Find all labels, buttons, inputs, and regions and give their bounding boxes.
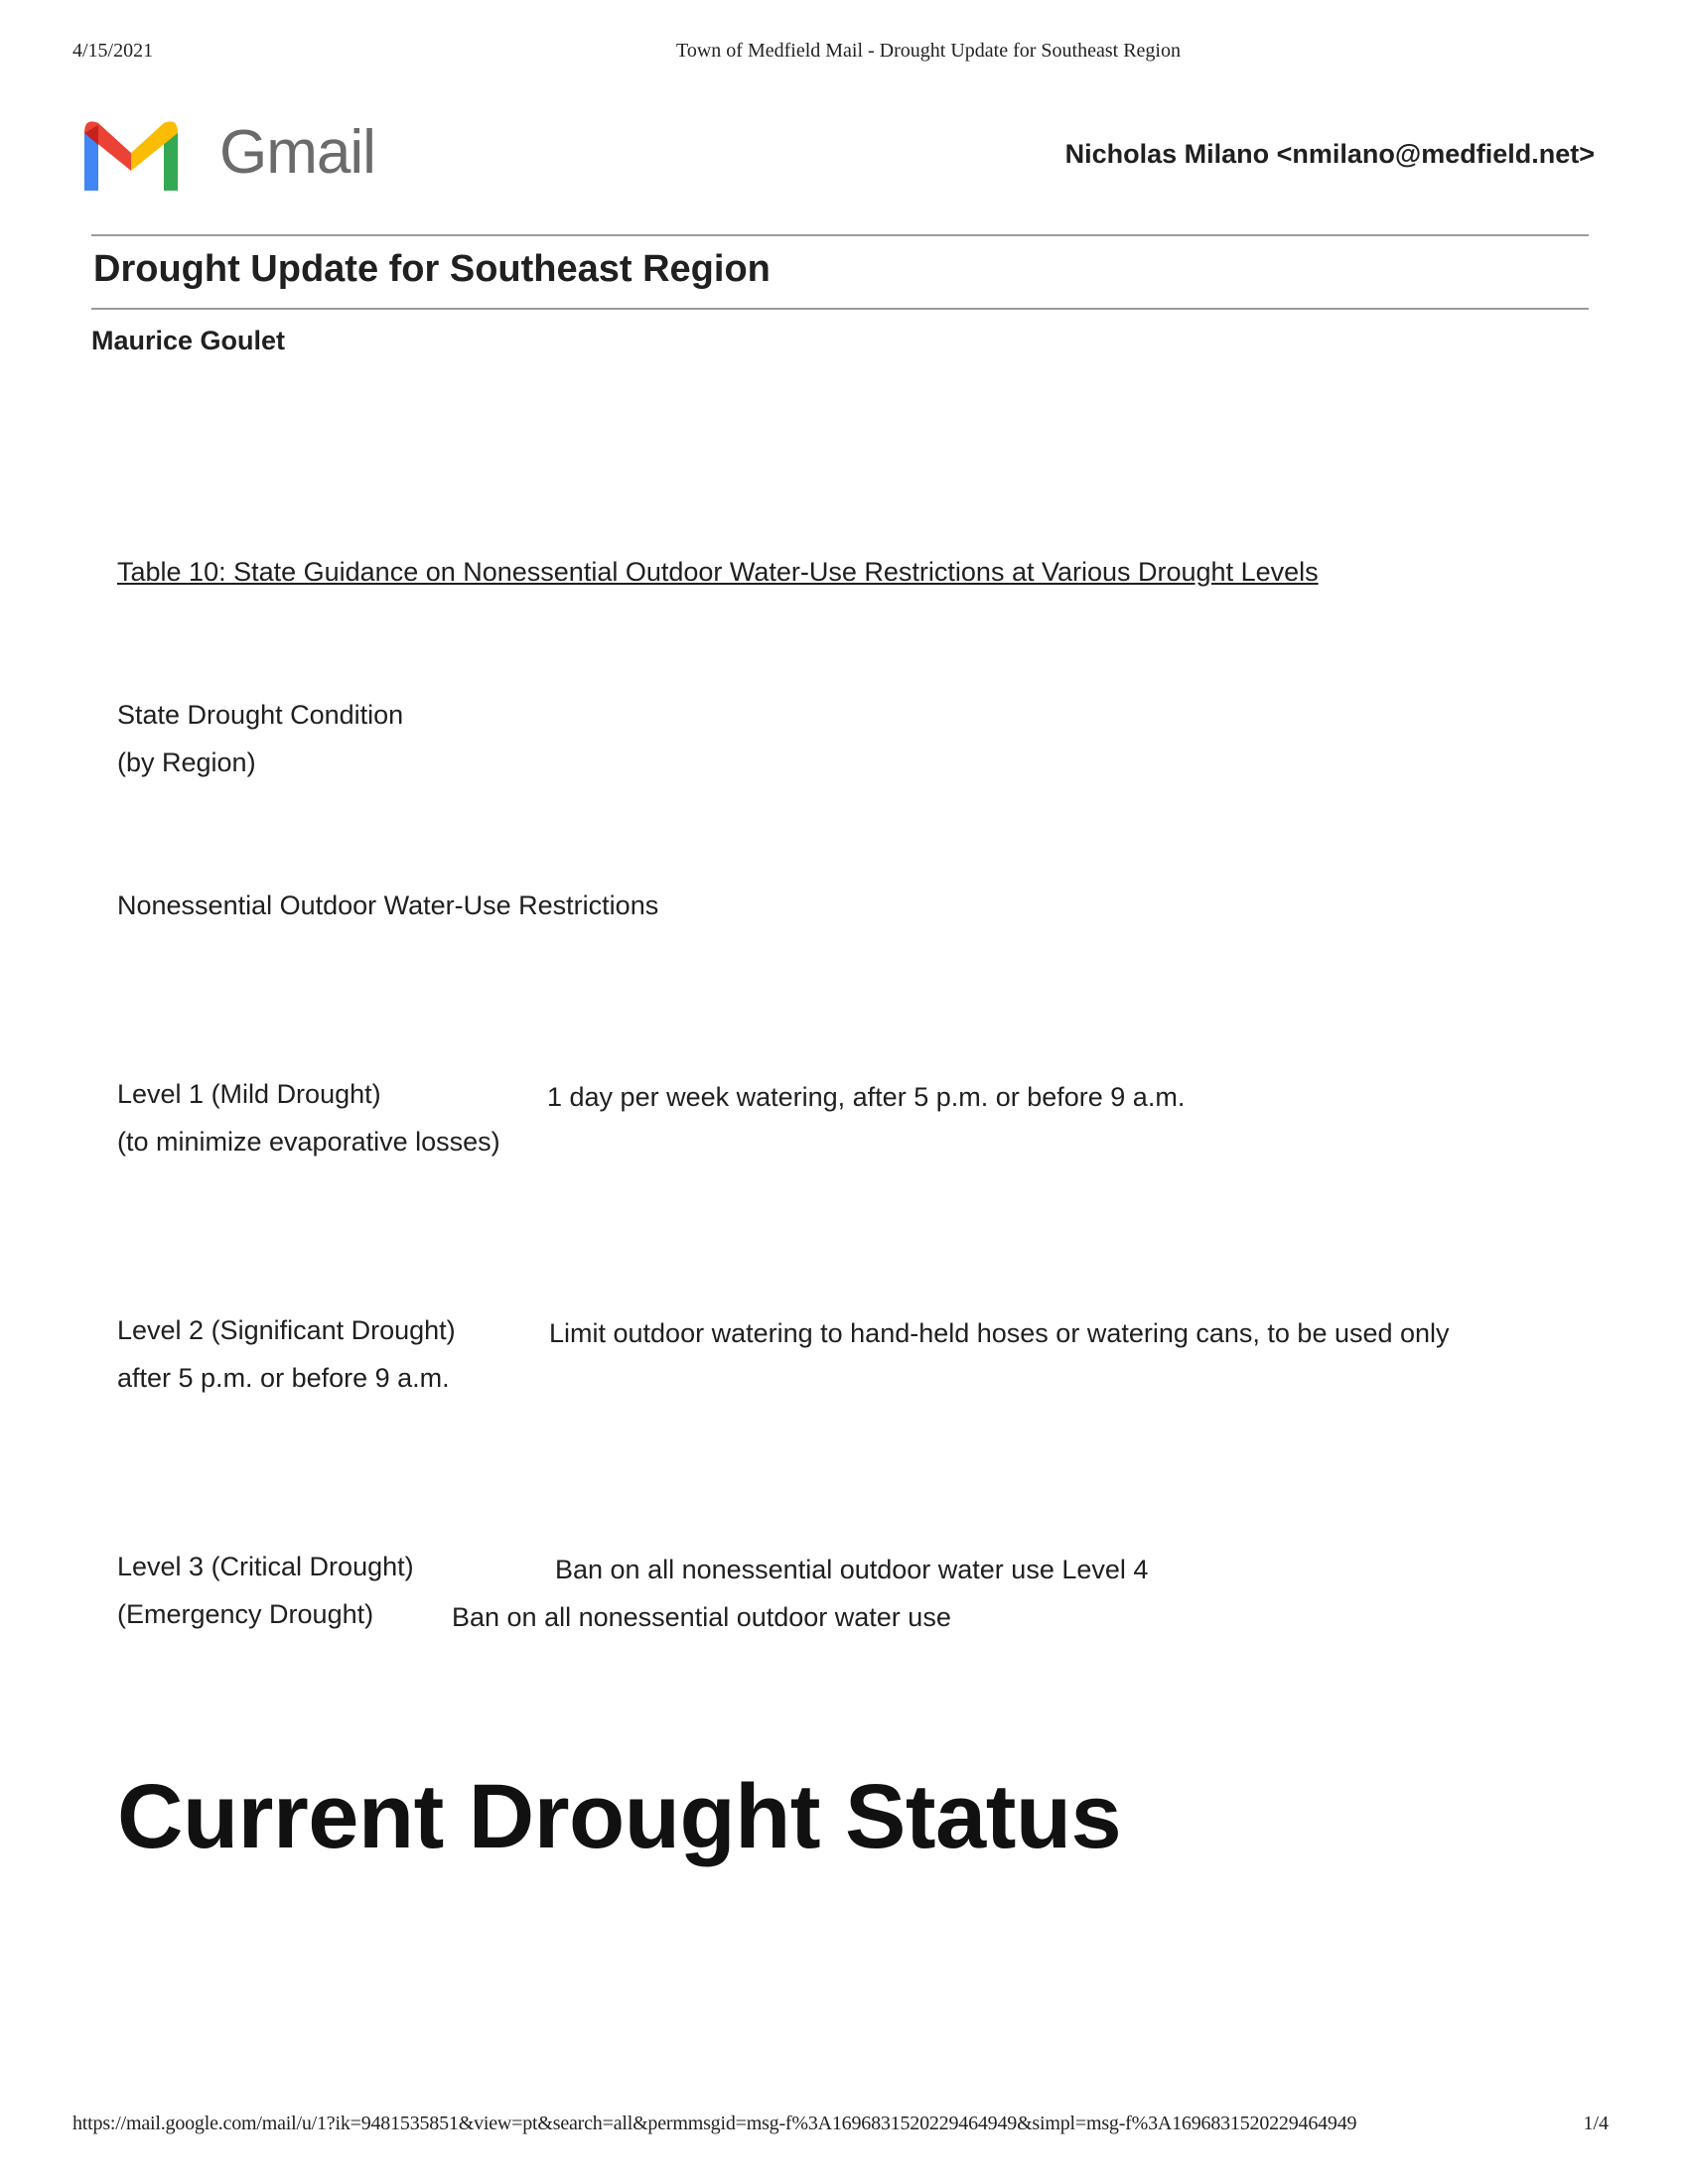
column-header-condition-line1: State Drought Condition bbox=[117, 700, 404, 730]
level3-restriction: Ban on all nonessential outdoor water use Level 4 bbox=[555, 1555, 1149, 1584]
table-caption: Table 10: State Guidance on Nonessential Outdoor Water-Use Restrictions at Various Drought Levels bbox=[117, 557, 1319, 587]
print-footer bbox=[0, 2113, 1688, 2142]
email-sender: Maurice Goulet bbox=[91, 326, 286, 355]
print-title: Town of Medfield Mail - Drought Update for Southeast Region bbox=[676, 40, 1181, 62]
level2-restriction: Limit outdoor watering to hand-held hoses or watering cans, to be used only bbox=[549, 1318, 1450, 1348]
level2-label: Level 2 (Significant Drought) bbox=[117, 1315, 456, 1345]
column-header-condition bbox=[117, 691, 403, 786]
level4-label: (Emergency Drought) bbox=[117, 1599, 374, 1629]
gmail-logo bbox=[82, 111, 380, 201]
section-heading: Current Drought Status bbox=[117, 1766, 1122, 1867]
level4-restriction: Ban on all nonessential outdoor water use bbox=[452, 1602, 951, 1632]
print-date: 4/15/2021 bbox=[72, 40, 154, 62]
account-label: Nicholas Milano <nmilano@medfield.net> bbox=[1064, 139, 1595, 169]
level1-restriction: 1 day per week watering, after 5 p.m. or before 9 a.m. bbox=[547, 1082, 1186, 1112]
level1-label: Level 1 (Mild Drought) bbox=[117, 1079, 381, 1109]
level1-note: (to minimize evaporative losses) bbox=[117, 1127, 500, 1157]
page-number: 1/4 bbox=[1583, 2113, 1609, 2134]
divider bbox=[91, 234, 1589, 236]
email-subject: Drought Update for Southeast Region bbox=[93, 248, 771, 290]
gmail-wordmark: Gmail bbox=[219, 118, 375, 187]
print-url: https://mail.google.com/mail/u/1?ik=9481535851&view=pt&search=all&permmsgid=msg-f%3A1696831520229464949&simpl=msg-f%3A1696831520229464949 bbox=[72, 2113, 1357, 2134]
gmail-m-icon bbox=[82, 115, 180, 193]
column-header-restrictions: Nonessential Outdoor Water-Use Restrictions bbox=[117, 890, 659, 920]
print-header bbox=[0, 40, 1688, 69]
divider bbox=[91, 308, 1589, 310]
level3-label: Level 3 (Critical Drought) bbox=[117, 1552, 414, 1581]
level2-continuation: after 5 p.m. or before 9 a.m. bbox=[117, 1363, 450, 1393]
column-header-condition-line2: (by Region) bbox=[117, 748, 256, 777]
